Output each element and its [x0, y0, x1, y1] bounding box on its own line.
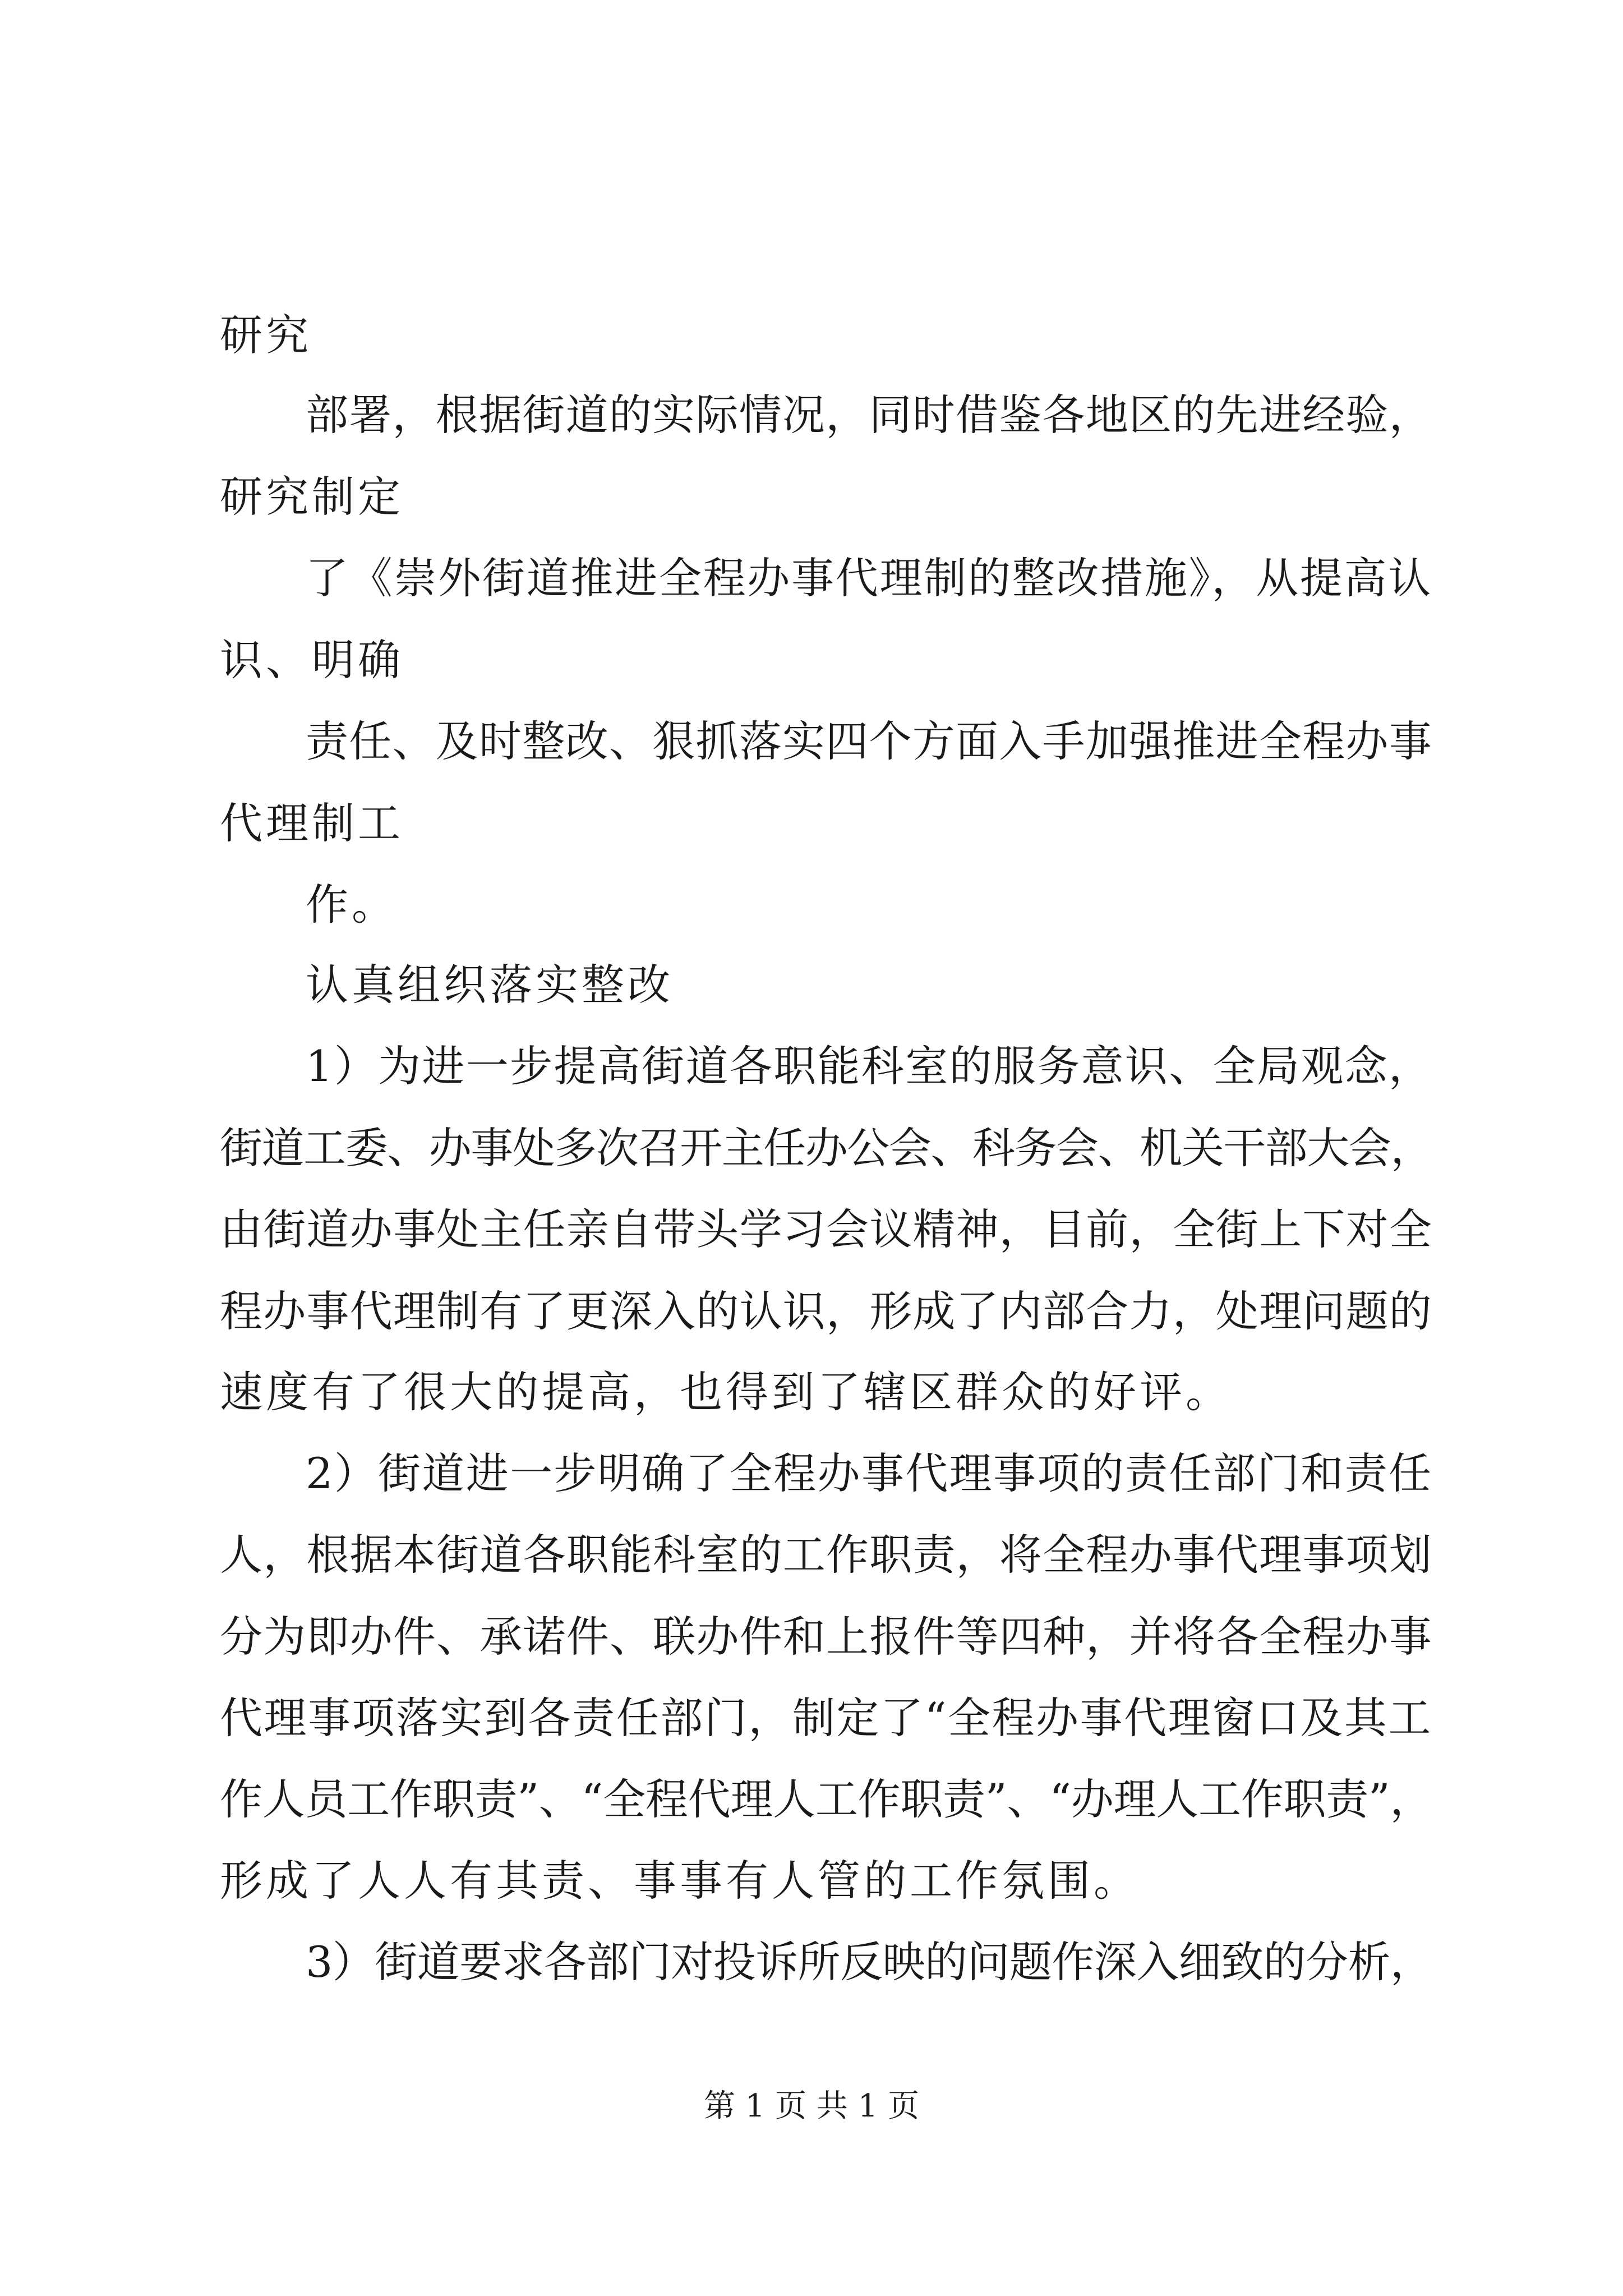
text-line-3: 研究制定: [220, 472, 404, 522]
text-line-13: 程办事代理制有了更深入的认识，形成了内部合力，处理问题的: [220, 1286, 1432, 1336]
text-line-20: 形成了人人有其责、事事有人管的工作氛围。: [220, 1856, 1140, 1906]
text-line-6: 责任、及时整改、狠抓落实四个方面入手加强推进全程办事: [306, 716, 1432, 766]
text-line-17: 分为即办件、承诺件、联办件和上报件等四种，并将各全程办事: [220, 1612, 1432, 1662]
text-line-4: 了《崇外街道推进全程办事代理制的整改措施》，从提高认: [306, 553, 1432, 603]
text-line-11: 街道工委、办事处多次召开主任办公会、科务会、机关干部大会，: [220, 1123, 1432, 1173]
section-heading: 认真组织落实整改: [306, 960, 674, 1010]
text-line-19: 作人员工作职责”、“全程代理人工作职责”、“办理人工作职责”，: [220, 1774, 1433, 1824]
text-line-1: 研究: [220, 310, 312, 360]
text-line-14: 速度有了很大的提高，也得到了辖区群众的好评。: [220, 1367, 1232, 1417]
text-line-2: 部署，根据街道的实际情况，同时借鉴各地区的先进经验，: [306, 390, 1432, 440]
text-line-5: 识、明确: [220, 635, 404, 685]
text-line-7: 代理制工: [220, 798, 404, 848]
text-line-8: 作。: [306, 880, 398, 930]
text-line-12: 由街道办事处主任亲自带头学习会议精神，目前，全街上下对全: [220, 1204, 1432, 1254]
text-line-21: 3）街道要求各部门对投诉所反映的问题作深入细致的分析，: [306, 1937, 1433, 1987]
text-line-10: 1）为进一步提高街道各职能科室的服务意识、全局观念，: [306, 1041, 1433, 1091]
text-line-15: 2）街道进一步明确了全程办事代理事项的责任部门和责任: [306, 1448, 1433, 1498]
page-footer: 第 1 页 共 1 页: [703, 2088, 920, 2124]
text-line-16: 人，根据本街道各职能科室的工作职责，将全程办事代理事项划: [220, 1530, 1432, 1580]
text-line-18: 代理事项落实到各责任部门，制定了“全程办事代理窗口及其工: [220, 1693, 1432, 1743]
